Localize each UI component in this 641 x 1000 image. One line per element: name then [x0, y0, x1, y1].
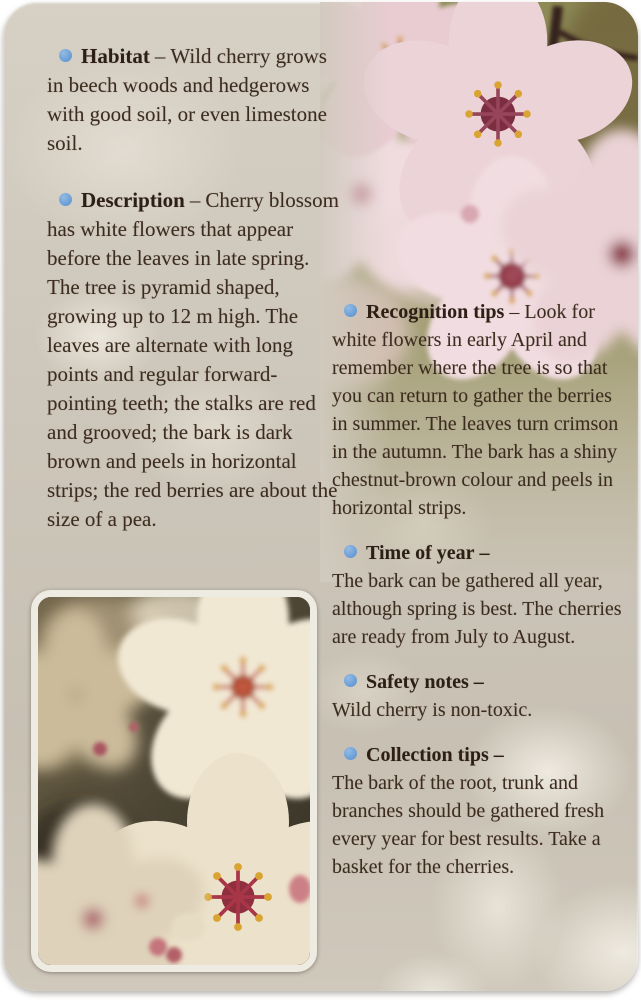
section-dash: – [154, 44, 166, 68]
bullet-icon [344, 747, 357, 760]
white-blossom-illustration [38, 597, 310, 965]
section-title: Recognition tips [366, 301, 505, 323]
section-dash: – [479, 542, 490, 564]
section-dash: – [509, 301, 520, 323]
bullet-icon [59, 193, 72, 206]
section-title: Habitat [81, 44, 150, 68]
section-dash: – [493, 744, 504, 766]
field-guide-card [3, 2, 638, 991]
section-habitat [47, 42, 339, 158]
bullet-icon [344, 545, 357, 558]
section-body: Wild cherry grows in beech woods and hedgerows with good soil, or even limestone soil. [47, 44, 327, 155]
section-safety-notes [332, 668, 631, 724]
white-blossom-photo [31, 590, 317, 972]
left-text-column [47, 42, 339, 534]
right-text-column [332, 298, 631, 881]
bullet-icon [344, 304, 357, 317]
section-dash: – [189, 188, 201, 212]
bullet-icon [59, 49, 72, 62]
section-title: Time of year [366, 542, 475, 564]
section-body: Cherry blossom has white flowers that appear before the leaves in late spring. The tree is pyramid shaped, growing up to 12 m high. The leaves are alternate with long points and regular forward-pointing teeth; the stalks are red and grooved; the bark is dark brown and peels in horizontal strips; the red berries are about the size of a pea. [47, 188, 339, 531]
section-body: Wild cherry is non-toxic. [332, 699, 533, 721]
bullet-icon [344, 674, 357, 687]
section-body: The bark of the root, trunk and branches should be gathered fresh every year for best results. Take a basket for the cherries. [332, 772, 605, 878]
section-title: Safety notes [366, 671, 469, 693]
section-collection-tips [332, 741, 631, 881]
section-body: Look for white flowers in early April and remember where the tree is so that you can return to gather the berries in summer. The leaves turn crimson in the autumn. The bark has a shiny chestnut-brown colour and peels in horizontal strips. [332, 301, 619, 519]
section-dash: – [473, 671, 484, 693]
section-title: Collection tips [366, 744, 489, 766]
section-time-of-year [332, 539, 631, 651]
section-title: Description [81, 188, 185, 212]
section-recognition-tips [332, 298, 631, 522]
section-body: The bark can be gathered all year, although spring is best. The cherries are ready from July to August. [332, 570, 622, 648]
section-description [47, 186, 339, 534]
